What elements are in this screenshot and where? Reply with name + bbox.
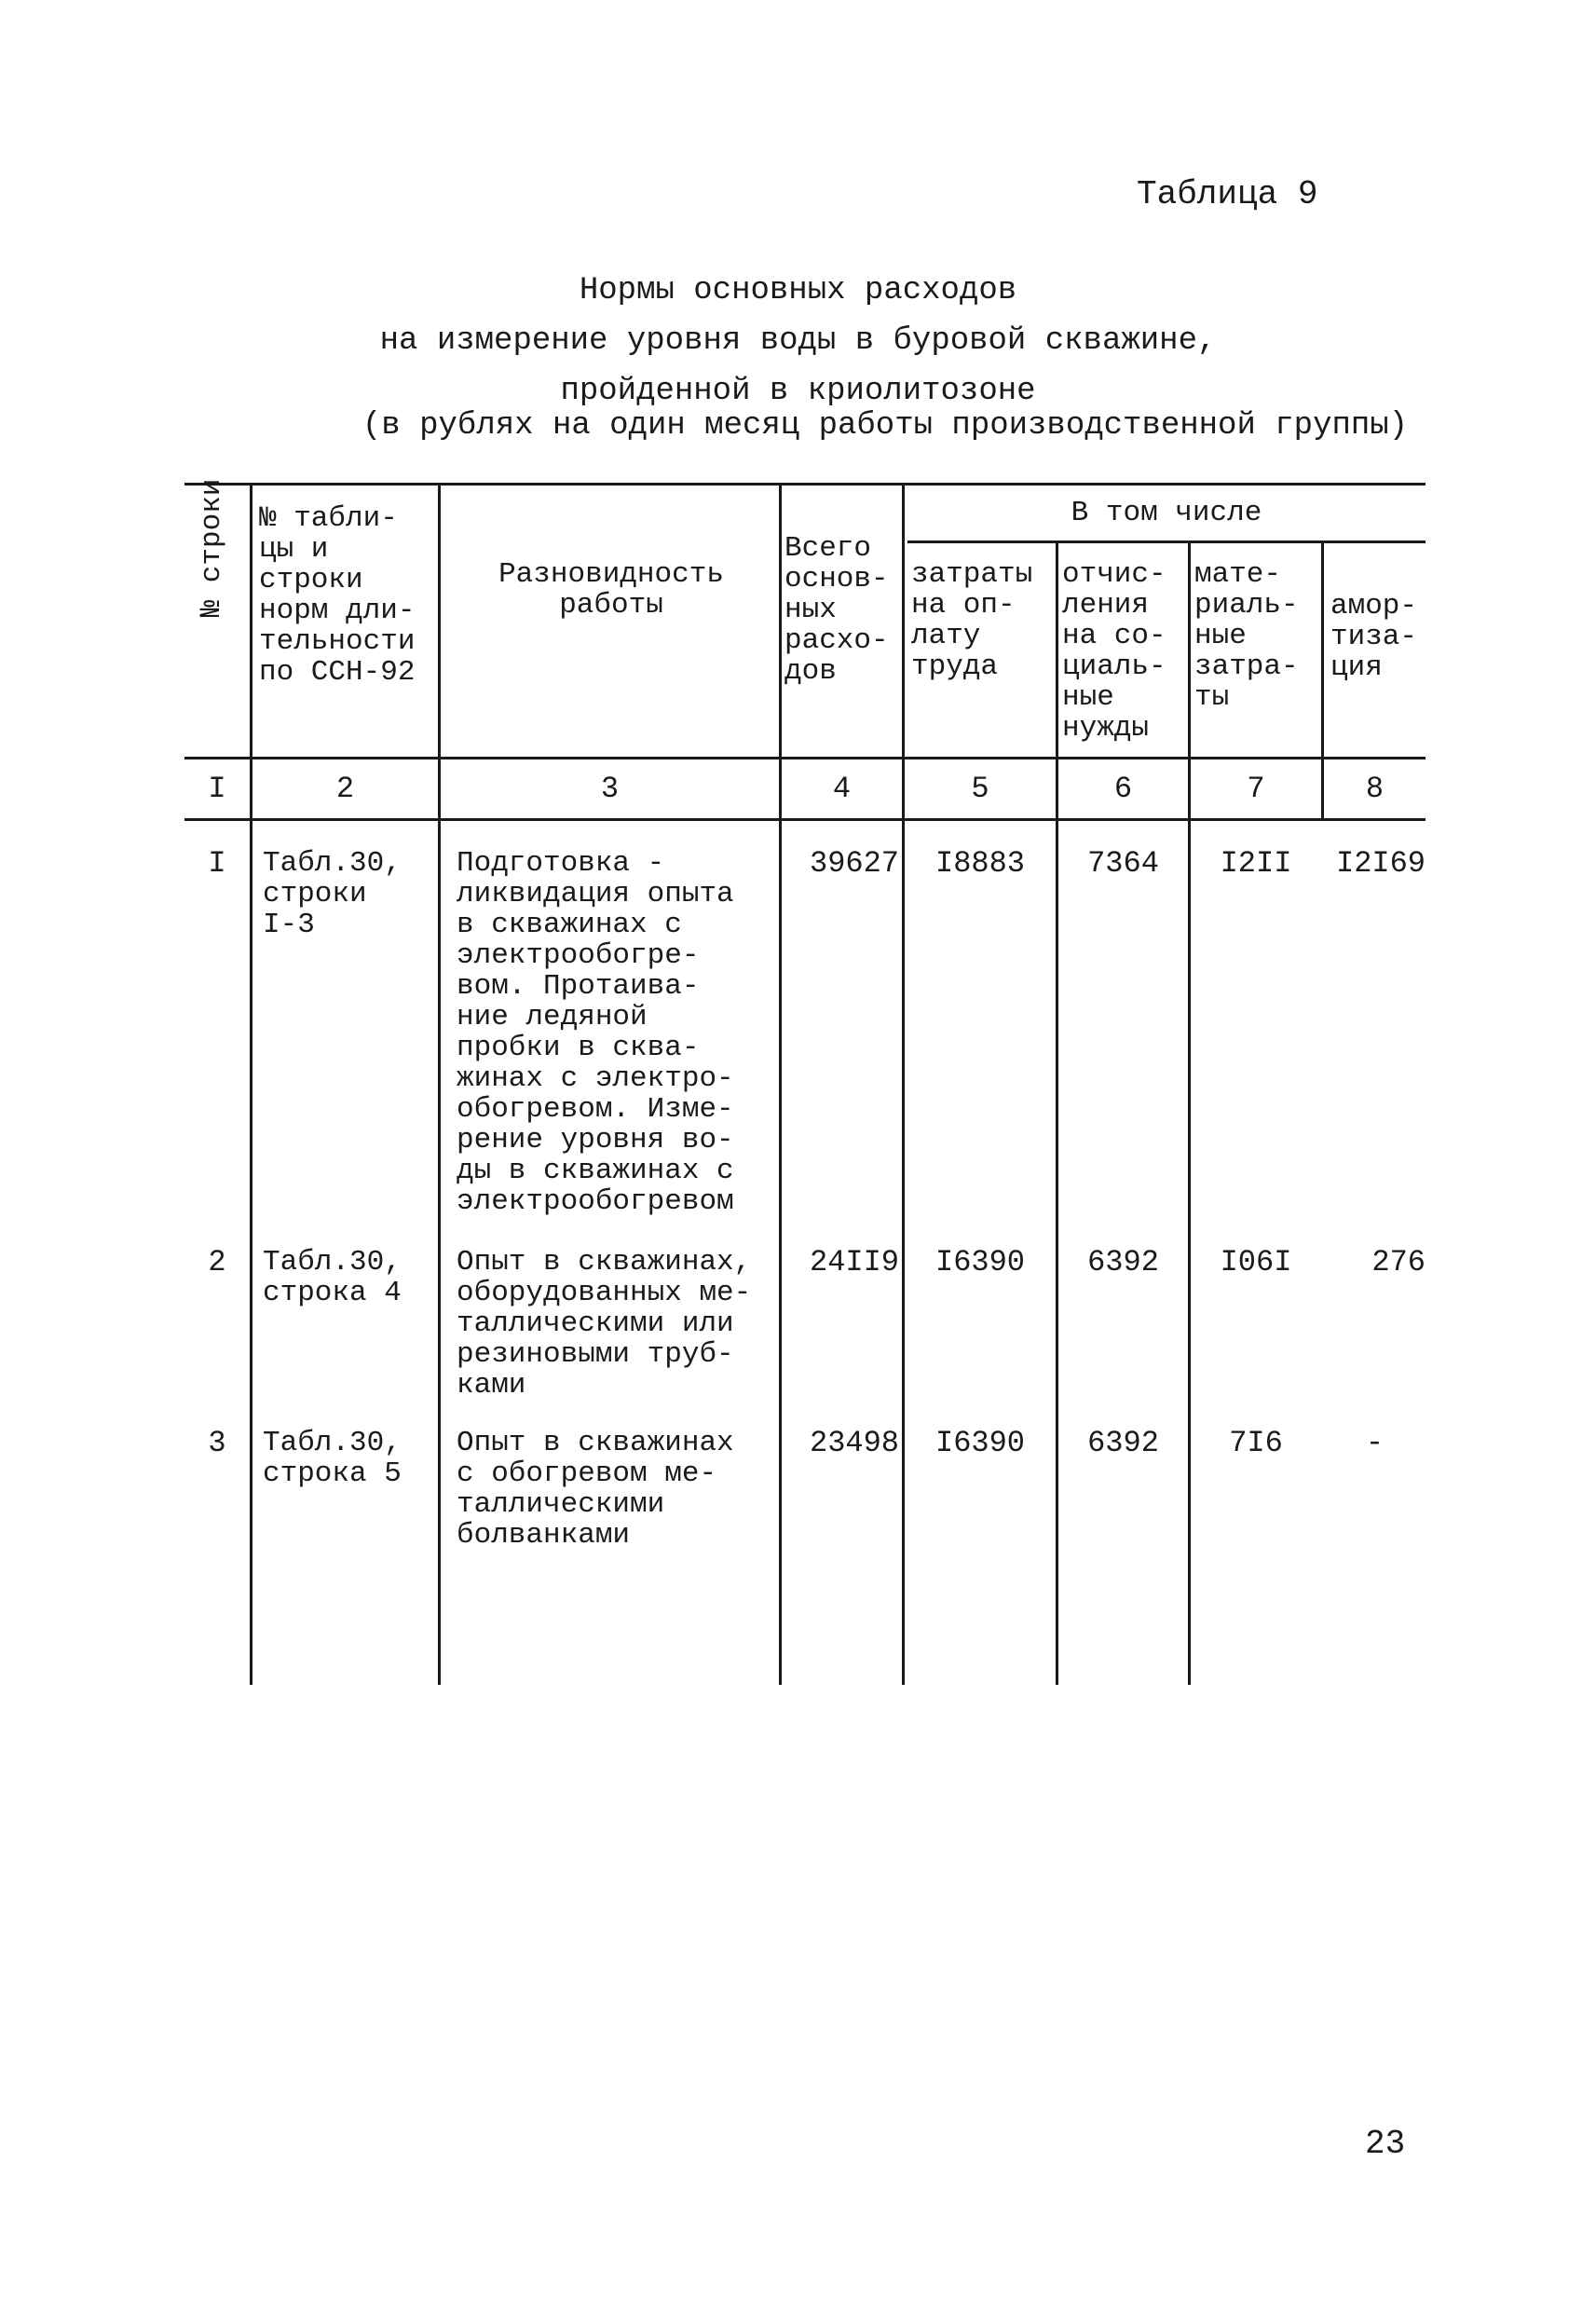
- header-reference: № табли- цы и строки норм дли- тельности по ССН-92: [259, 502, 416, 689]
- title-line-3: пройденной в криолитозоне: [560, 374, 1036, 409]
- col-divider-5: [1056, 540, 1058, 1685]
- col-divider-1: [250, 483, 252, 1685]
- row-materials: I06I: [1220, 1245, 1292, 1279]
- row-social: 6392: [1087, 1426, 1159, 1460]
- row-description: Подготовка - ликвидация опыта в скважинах с электрообогре- вом. Протаива- ние ледяной пробки в сква- жинах с электро- обогревом. Изме- рение уровня во- ды в скважинах с электрообогревом: [457, 847, 734, 1218]
- col-divider-6: [1188, 540, 1191, 1685]
- col-number-3: 3: [600, 772, 620, 806]
- row-total: 39627: [809, 846, 899, 881]
- column-number-rule: [184, 818, 1425, 821]
- row-number: 3: [208, 1426, 226, 1460]
- col-number-8: 8: [1365, 772, 1385, 806]
- col-divider-3: [779, 483, 782, 1685]
- header-materials: мате- риаль- ные затра- ты: [1194, 558, 1299, 714]
- row-materials: 7I6: [1229, 1426, 1283, 1460]
- row-labor: I8883: [934, 846, 1025, 881]
- col-number-6: 6: [1113, 772, 1133, 806]
- col-number-2: 2: [335, 772, 355, 806]
- row-social: 6392: [1087, 1245, 1159, 1279]
- col-number-4: 4: [832, 772, 852, 806]
- header-bottom-rule: [184, 757, 1425, 759]
- row-description: Опыт в скважинах, оборудованных ме- таллическими или резиновыми труб- ками: [457, 1246, 752, 1402]
- col-number-5: 5: [971, 772, 989, 806]
- col-number-1: I: [208, 772, 226, 806]
- row-total: 23498: [809, 1426, 899, 1460]
- row-amortization: I2I69: [1335, 846, 1425, 881]
- header-including: В том числе: [1071, 497, 1262, 529]
- header-total: Всего основ- ных расхо- дов: [784, 532, 889, 688]
- page-number: 23: [1365, 2125, 1406, 2163]
- title-line-2: на измерение уровня воды в буровой скважине,: [379, 323, 1217, 359]
- title-line-4: (в рублях на один месяц работы производственной группы): [361, 408, 1409, 444]
- header-work-type: Разновидность работы: [498, 558, 724, 622]
- row-amortization: 276: [1371, 1245, 1425, 1279]
- row-number: 2: [208, 1245, 226, 1279]
- header-row-number: № строки: [196, 478, 228, 618]
- row-reference: Табл.30, строки I-3: [263, 847, 402, 941]
- header-labor: затраты на оп- лату труда: [911, 558, 1033, 683]
- subheader-rule: [907, 540, 1425, 543]
- header-amortization: амор- тиза- ция: [1330, 590, 1418, 684]
- col-number-7: 7: [1247, 772, 1265, 806]
- title-line-1: Нормы основных расходов: [579, 273, 1017, 308]
- row-social: 7364: [1087, 846, 1159, 881]
- row-reference: Табл.30, строка 4: [263, 1246, 402, 1309]
- col-divider-2: [438, 483, 441, 1685]
- col-divider-4: [902, 483, 905, 1685]
- row-materials: I2II: [1220, 846, 1292, 881]
- row-description: Опыт в скважинах с обогревом ме- таллическими болванками: [457, 1427, 734, 1552]
- row-labor: I6390: [934, 1426, 1025, 1460]
- row-total: 24II9: [809, 1245, 899, 1279]
- row-reference: Табл.30, строка 5: [263, 1427, 402, 1490]
- row-amortization: -: [1365, 1426, 1385, 1460]
- row-number: I: [208, 846, 226, 881]
- header-social: отчис- ления на со- циаль- ные нужды: [1062, 558, 1166, 745]
- table-label: Таблица 9: [1137, 175, 1318, 213]
- table-top-rule: [184, 483, 1425, 486]
- row-labor: I6390: [934, 1245, 1025, 1279]
